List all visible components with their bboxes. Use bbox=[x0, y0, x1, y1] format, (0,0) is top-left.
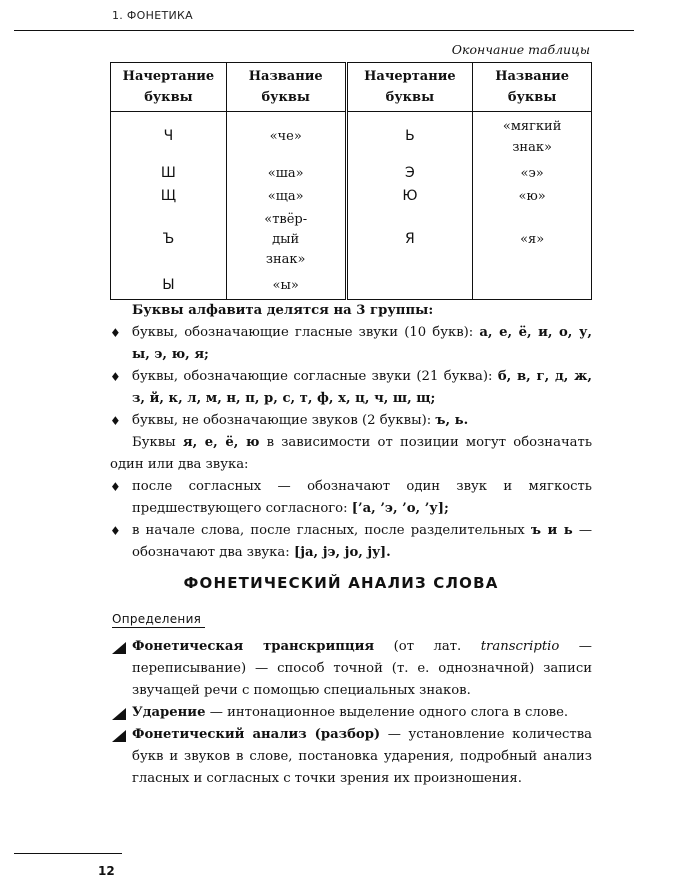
col-header: Начертание буквы bbox=[346, 63, 473, 112]
table-row bbox=[111, 208, 592, 272]
name-cell bbox=[226, 208, 346, 272]
definitions-label: Определения bbox=[112, 611, 205, 628]
table-row bbox=[111, 162, 592, 186]
table-caption: Окончание таблицы bbox=[451, 42, 590, 57]
group-vowels: ♦ буквы, обозначающие гласные звуки (10 букв): а, е, ё, и, о, у, ы, э, ю, я; bbox=[110, 322, 592, 366]
letter-cell: Ъ bbox=[111, 208, 227, 272]
group-silent: ♦ буквы, не обозначающие звуков (2 буквы): ъ, ь. bbox=[110, 410, 592, 432]
name-cell bbox=[473, 112, 592, 162]
name-cell: «ща» bbox=[226, 186, 346, 208]
triangle-bullet-icon bbox=[112, 708, 126, 720]
footer-rule bbox=[14, 853, 122, 854]
letter-cell: Я bbox=[346, 208, 473, 272]
position-word-start: ♦ в начале слова, после гласных, после разделительных ъ и ь — обозначают два звука: [ja, jэ, jo, jy]. bbox=[110, 520, 592, 564]
letter-cell: Ш bbox=[111, 162, 227, 186]
empty-cell bbox=[346, 272, 473, 300]
groups-intro: Буквы алфавита делятся на 3 группы: bbox=[132, 303, 434, 318]
letter-cell: Ч bbox=[111, 112, 227, 162]
page-number: 12 bbox=[98, 864, 115, 878]
definition-item: Фонетическая транскрипция (от лат. transcriptio — переписывание) — способ точной (т. е. однозначной) записи звучащей речи с помощью специальных знаков. bbox=[110, 636, 592, 702]
definition-item: Ударение — интонационное выделение одного слога в слове. bbox=[110, 702, 592, 724]
letter-cell: Ы bbox=[111, 272, 227, 300]
positions-intro: Буквы я, е, ё, ю в зависимости от позиции могут обозначать один или два звука: bbox=[110, 435, 592, 472]
running-header: 1. ФОНЕТИКА bbox=[112, 9, 193, 22]
table-row bbox=[111, 186, 592, 208]
header-rule bbox=[14, 30, 634, 31]
col-header: Начертание буквы bbox=[111, 63, 227, 112]
table-header-row bbox=[111, 63, 592, 112]
alphabet-table bbox=[110, 62, 592, 300]
name-cell: «ю» bbox=[473, 186, 592, 208]
name-cell: «э» bbox=[473, 162, 592, 186]
name-text: «мягкий знак» bbox=[502, 118, 562, 155]
name-cell: «че» bbox=[226, 112, 346, 162]
position-after-consonants: ♦ после согласных — обозначают один звук и мягкость предшествующего согласного: [’а, ’э, ’о, ’у]; bbox=[110, 476, 592, 520]
col-header: Название буквы bbox=[226, 63, 346, 112]
section-title: ФОНЕТИЧЕСКИЙ АНАЛИЗ СЛОВА bbox=[183, 574, 499, 592]
name-cell: «я» bbox=[473, 208, 592, 272]
letter-cell: Ю bbox=[346, 186, 473, 208]
group-consonants: ♦ буквы, обозначающие согласные звуки (21 буква): б, в, г, д, ж, з, й, к, л, м, н, п, р, с, т, ф, х, ц, ч, ш, щ; bbox=[110, 366, 592, 410]
definitions-list bbox=[110, 636, 592, 790]
col-header: Название буквы bbox=[473, 63, 592, 112]
triangle-bullet-icon bbox=[112, 642, 126, 654]
empty-cell bbox=[473, 272, 592, 300]
letter-groups bbox=[110, 300, 592, 564]
table-row bbox=[111, 272, 592, 300]
letter-cell: Э bbox=[346, 162, 473, 186]
letter-cell: Щ bbox=[111, 186, 227, 208]
name-cell: «ы» bbox=[226, 272, 346, 300]
name-cell: «ша» bbox=[226, 162, 346, 186]
definition-item: Фонетический анализ (разбор) — установление количества букв и звуков в слове, постановка ударения, подробный анализ гласных и согласных с точки зрения их произношения. bbox=[110, 724, 592, 790]
name-text: «твёр-дый знак» bbox=[264, 211, 308, 267]
letter-cell: Ь bbox=[346, 112, 473, 162]
triangle-bullet-icon bbox=[112, 730, 126, 742]
table-row bbox=[111, 112, 592, 162]
